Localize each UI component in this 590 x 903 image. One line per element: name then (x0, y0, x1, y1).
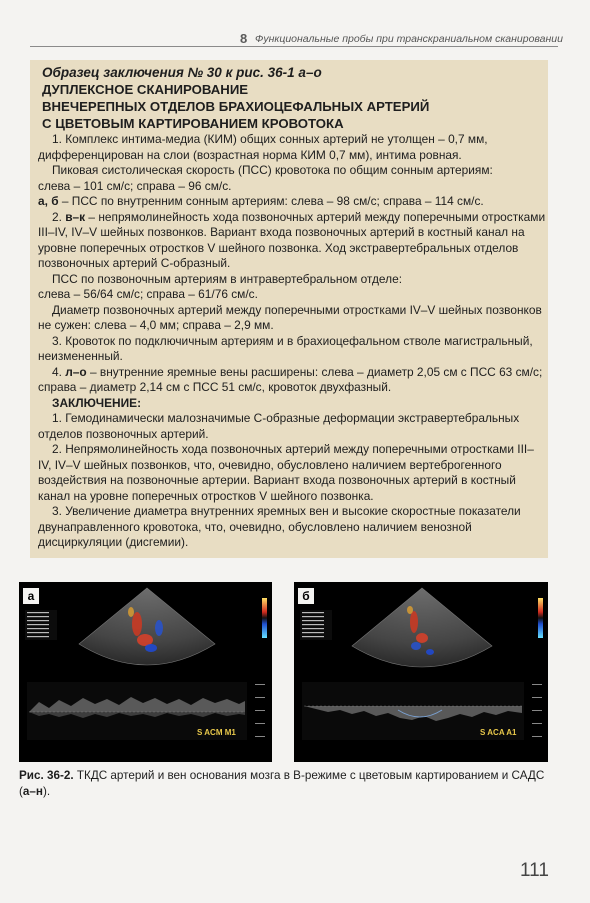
heading-line-2: ВНЕЧЕРЕПНЫХ ОТДЕЛОВ БРАХИОЦЕФАЛЬНЫХ АРТЕРИЙ (42, 99, 430, 114)
summary-2: 2. Непрямолинейность хода позвоночных артерий между поперечными отростками III–IV, IV–V шейных позвонков, что, очевидно, обусловлено наличием вертеброгенного воздействия на позвоночные артерии. Вариант входа позвоночных артерий в костный канал на уровне поперечных отростков V шейного позвонка. (38, 442, 534, 503)
caption-prefix: Рис. 36-2. (19, 769, 74, 782)
caption-end: ). (42, 785, 51, 798)
paragraph-2-text: – непрямолинейность хода позвоночных артерий между поперечными отростками III–IV, IV–V шейных позвонков. Вариант входа позвоночных артерий в костный канал на уровне поперечных отростков V шейного позвонка. Ход экстравертебральных отделов позвоночных артерий С-образный. (38, 209, 546, 270)
caption-text: ТКДС артерий и вен основания мозга в В-режиме с цветовым картированием и САДС ( (19, 769, 545, 798)
vessel-label: S ACM M1 (197, 728, 236, 737)
conclusion-text (38, 64, 546, 551)
paragraph-4-text: – внутренние яремные вены расширены: слева – диаметр 2,05 см с ПСС 63 см/с; справа – диаметр 2,14 см с ПСС 51 см/с, кровоток двухфазный. (38, 364, 543, 394)
ref-letters: л–о (65, 364, 87, 379)
paragraph-2b-line-1: ПСС по позвоночным артериям в интравертебральном отделе: (52, 271, 402, 286)
ref-letters: а, б (38, 194, 59, 208)
paragraph-1: 1. Комплекс интима-медиа (КИМ) общих сонных артерий не утолщен – 0,7 мм, дифференцирован на слои (возрастная норма КИМ 0,7 мм), интима ровная. (38, 132, 488, 162)
heading-line-3: С ЦВЕТОВЫМ КАРТИРОВАНИЕМ КРОВОТОКА (42, 116, 344, 131)
paragraph-2-prefix: 2. (52, 209, 66, 224)
paragraph-1b-line-1: Пиковая систолическая скорость (ПСС) кровотока по общим сонным артериям: (52, 163, 493, 177)
sample-title: Образец заключения № 30 к рис. 36-1 а–о (42, 65, 322, 80)
header-rule (30, 46, 558, 47)
page-number: 111 (520, 860, 549, 881)
figure-badge: а (23, 588, 39, 604)
summary-heading: ЗАКЛЮЧЕНИЕ: (52, 395, 142, 410)
ref-letters: в–к (65, 209, 86, 224)
paragraph-2c: Диаметр позвоночных артерий между поперечными отростками IV–V шейных позвонков не сужен: слева – 4,0 мм; справа – 2,9 мм. (38, 302, 542, 332)
figure-badge: б (298, 588, 314, 604)
summary-1: 1. Гемодинамически малозначимые С-образные деформации экстравертебральных отделов позвоночных артерий. (38, 411, 520, 441)
caption-range: а–н (22, 785, 43, 798)
paragraph-1c (38, 194, 546, 210)
vessel-label: S ACA A1 (480, 728, 517, 737)
paragraph-2 (38, 210, 546, 272)
paragraph-4-prefix: 4. (52, 364, 66, 379)
summary-3: 3. Увеличение диаметра внутренних яремных вен и высокие скоростные показатели двунаправленного кровотока, что, очевидно, обусловлено наличием венозной дисциркуляции (дисгемии). (38, 504, 521, 549)
paragraph-3: 3. Кровоток по подключичным артериям и в брахиоцефальном стволе магистральный, неизмененный. (38, 333, 533, 363)
chapter-title: Функциональные пробы при транскраниальном сканировании (255, 33, 563, 45)
heading-line-1: ДУПЛЕКСНОЕ СКАНИРОВАНИЕ (42, 82, 249, 97)
chapter-number: 8 (240, 31, 248, 46)
paragraph-1c-text: – ПСС по внутренним сонным артериям: слева – 98 см/с; справа – 114 см/с. (58, 194, 484, 208)
paragraph-4 (38, 365, 546, 396)
ultrasound-figure-a (19, 582, 272, 762)
ultrasound-figure-b (294, 582, 548, 762)
paragraph-2b-line-2: слева – 56/64 см/с; справа – 61/76 см/с. (38, 287, 258, 301)
running-header (30, 30, 563, 48)
paragraph-1b-line-2: слева – 101 см/с; справа – 96 см/с. (38, 178, 232, 193)
figure-caption (19, 768, 554, 800)
